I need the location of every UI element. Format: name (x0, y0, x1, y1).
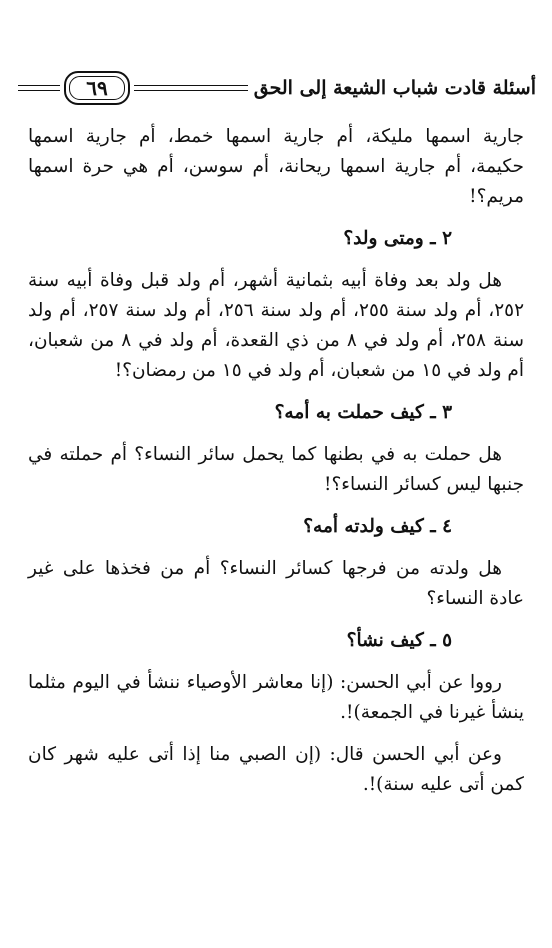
page-header (18, 68, 536, 108)
header-rule-short (18, 85, 60, 91)
header-rule-long (134, 85, 248, 91)
paragraph-5: رووا عن أبي الحسن: (إنا معاشر الأوصياء ننشأ في اليوم مثلما ينشأ غيرنا في الجمعة)!. (28, 672, 524, 723)
page-number: ٦٩ (86, 76, 108, 100)
question-heading-5: ٥ ـ كيف نشأ؟ (346, 630, 452, 651)
paragraph-1: جارية اسمها مليكة، أم جارية اسمها خمط، أم جارية اسمها حكيمة، أم جارية اسمها ريحانة، أم سوسن، أم هي حرة اسمها مريم؟! (28, 126, 524, 207)
paragraph-6: وعن أبي الحسن قال: (إن الصبي منا إذا أتى عليه شهر كان كمن أتى عليه سنة)!. (28, 744, 524, 795)
paragraph-3: هل حملت به في بطنها كما يحمل سائر النساء؟ أم حملته في جنبها ليس كسائر النساء؟! (28, 444, 524, 495)
running-title: أسئلة قادت شباب الشيعة إلى الحق (253, 77, 536, 99)
question-heading-2: ٢ ـ ومتى ولد؟ (343, 228, 452, 249)
question-heading-4: ٤ ـ كيف ولدته أمه؟ (303, 516, 452, 537)
paragraph-2: هل ولد بعد وفاة أبيه بثمانية أشهر، أم ولد قبل وفاة أبيه سنة ٢٥٢، أم ولد سنة ٢٥٥، أم ولد سنة ٢٥٦، أم ولد سنة ٢٥٧، أم ولد سنة ٢٥٨، أم ولد في ٨ من ذي القعدة، أم ولد في ٨ من شعبان، أم ولد في ١٥ من شعبان، أم ولد في ١٥ من رمضان؟! (28, 270, 525, 381)
paragraph-4: هل ولدته من فرجها كسائر النساء؟ أم من فخذها على غير عادة النساء؟ (28, 558, 524, 609)
page-number-badge (64, 71, 130, 105)
page-body (28, 122, 524, 812)
question-heading-3: ٣ ـ كيف حملت به أمه؟ (274, 402, 452, 423)
header-rule (18, 76, 248, 100)
